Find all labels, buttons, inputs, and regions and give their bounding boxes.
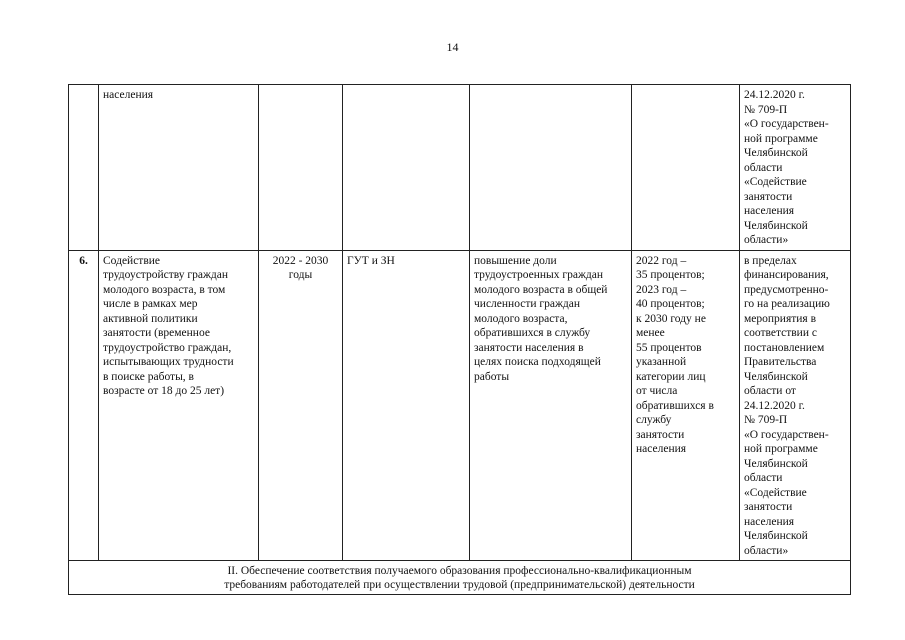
- indicator-line: населения: [636, 443, 687, 455]
- basis-line: области»: [744, 544, 789, 557]
- section-heading-line: требованиям работодателей при осуществлении трудовой (предпринимательской) деятельности: [224, 579, 695, 591]
- cell-measure: [99, 250, 259, 561]
- basis-line: мероприятия в: [744, 312, 817, 325]
- result-line: молодого возраста,: [474, 312, 568, 325]
- basis-line: Челябинской: [744, 147, 808, 159]
- indicator-line: к 2030 году не: [636, 312, 706, 325]
- basis-line: населения: [744, 205, 795, 217]
- indicator-line: от числа: [636, 385, 678, 397]
- basis-line: предусмотренно-: [744, 283, 829, 296]
- measure-line: занятости (временное: [103, 327, 210, 339]
- measure-line: трудоустройство граждан,: [103, 341, 232, 354]
- basis-line: занятости: [744, 501, 793, 513]
- result-line: трудоустроенных граждан: [474, 269, 604, 281]
- indicator-line: указанной: [636, 356, 687, 368]
- basis-line: го на реализацию: [744, 298, 830, 310]
- indicator-line: 55 процентов: [636, 341, 702, 354]
- cell-result-empty: [470, 85, 632, 251]
- indicator-line: занятости: [636, 428, 685, 441]
- basis-line: соответствии с: [744, 327, 817, 339]
- measure-line: трудоустройству граждан: [103, 269, 229, 281]
- cell-result: [470, 250, 632, 561]
- cell-basis-continuation: [740, 85, 851, 251]
- result-line: повышение доли: [474, 254, 557, 267]
- cell-measure-tail: [99, 85, 259, 251]
- indicator-line: категории лиц: [636, 370, 706, 383]
- measure-line: числе в рамках мер: [103, 298, 198, 310]
- basis-line: «О государствен-: [744, 118, 829, 130]
- basis-line: населения: [744, 515, 795, 528]
- basis-line: постановлением: [744, 341, 825, 354]
- result-line: целях поиска подходящей: [474, 356, 601, 368]
- basis-line: области от: [744, 385, 796, 397]
- indicator-line: 2023 год –: [636, 283, 687, 296]
- cell-indicator: [632, 250, 740, 561]
- measure-line: активной политики: [103, 312, 198, 325]
- basis-line: ной программе: [744, 443, 818, 455]
- section-heading-row: [69, 561, 851, 595]
- row-number: 6.: [69, 250, 99, 561]
- basis-line: 24.12.2020 г.: [744, 399, 805, 412]
- result-line: численности граждан: [474, 298, 581, 310]
- page-number: 14: [446, 40, 459, 54]
- result-line: молодого возраста в общей: [474, 283, 608, 296]
- cell-period: [259, 250, 343, 561]
- section-heading: [69, 561, 851, 595]
- measure-line: молодого возраста, в том: [103, 283, 226, 296]
- basis-line: Челябинской: [744, 530, 808, 542]
- indicator-line: менее: [636, 327, 665, 339]
- measure-line: испытывающих трудности: [103, 356, 234, 368]
- basis-line: «Содействие: [744, 486, 807, 499]
- continuation-row: [69, 85, 851, 251]
- period-line: 2022 - 2030: [272, 254, 329, 267]
- indicator-line: 35 процентов;: [636, 269, 705, 281]
- result-line: работы: [474, 370, 510, 383]
- basis-line: Челябинской: [744, 457, 808, 470]
- basis-line: «О государствен-: [744, 428, 829, 441]
- basis-line: области»: [744, 234, 789, 246]
- period-line: годы: [288, 269, 313, 281]
- basis-line: в пределах: [744, 254, 797, 267]
- section-heading-line: II. Обеспечение соответствия получаемого образования профессионально-квалификационным: [227, 565, 692, 577]
- basis-line: области: [744, 161, 783, 174]
- result-line: занятости населения в: [474, 341, 584, 354]
- cell-indicator-empty: [632, 85, 740, 251]
- measure-line: возрасте от 18 до 25 лет): [103, 385, 225, 397]
- basis-line: области: [744, 472, 783, 484]
- basis-line: Челябинской: [744, 219, 808, 232]
- basis-line: Челябинской: [744, 370, 808, 383]
- indicator-line: 2022 год –: [636, 254, 687, 267]
- cell-number-empty: [69, 85, 99, 251]
- basis-line: ной программе: [744, 132, 818, 145]
- basis-line: № 709-П: [744, 103, 788, 116]
- cell-period-empty: [259, 85, 343, 251]
- basis-line: № 709-П: [744, 414, 788, 426]
- basis-line: финансирования,: [744, 269, 829, 281]
- responsible-text: ГУТ и ЗН: [347, 254, 395, 267]
- measure-line: Содействие: [103, 254, 161, 267]
- indicator-line: службу: [636, 414, 672, 426]
- measures-table: [68, 84, 851, 595]
- basis-line: 24.12.2020 г.: [744, 89, 805, 101]
- result-line: обратившихся в службу: [474, 327, 591, 339]
- indicator-line: 40 процентов;: [636, 298, 705, 310]
- basis-line: занятости: [744, 190, 793, 203]
- basis-line: «Содействие: [744, 176, 807, 188]
- measure-tail-text: населения: [103, 89, 154, 101]
- cell-basis: [740, 250, 851, 561]
- measure-line: в поиске работы, в: [103, 370, 194, 383]
- cell-responsible: [343, 250, 470, 561]
- cell-responsible-empty: [343, 85, 470, 251]
- basis-line: Правительства: [744, 356, 817, 368]
- row-6: [69, 250, 851, 561]
- indicator-line: обратившихся в: [636, 399, 714, 412]
